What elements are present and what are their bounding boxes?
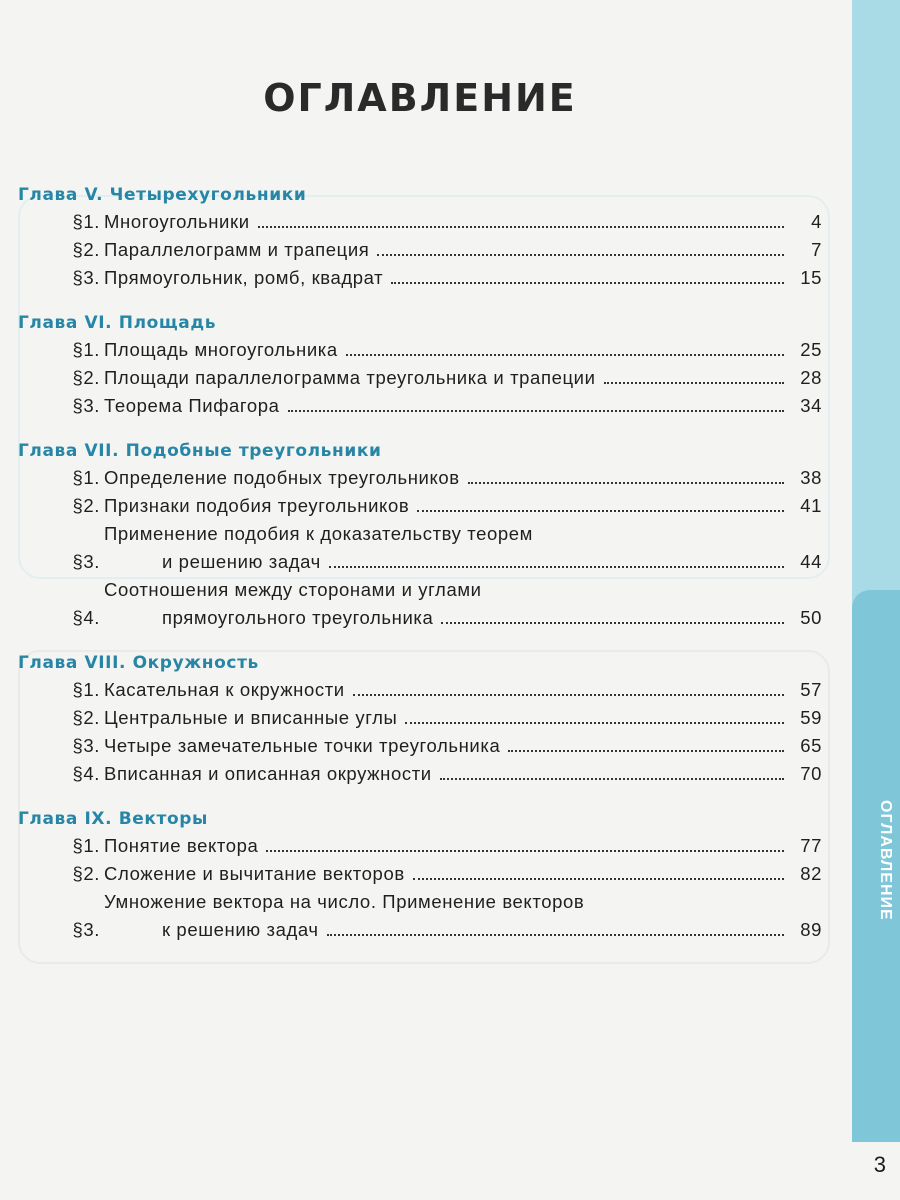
page-ref: 70 [800,763,822,784]
section-number: §2. [72,707,100,728]
toc-entry[interactable] [18,492,822,520]
dot-leader [508,750,784,752]
section-title: Соотношения между сторонами и углами [104,579,482,600]
dot-leader [258,226,784,228]
toc-entry[interactable] [18,392,822,420]
section-number: §3. [72,551,100,572]
section-number: §1. [72,679,100,700]
dot-leader [441,622,784,624]
chapter-title: Глава IX. Векторы [18,809,209,829]
chapter [18,310,822,420]
page-ref: 65 [800,735,822,756]
chapter [18,806,822,944]
toc-entry[interactable] [18,364,822,392]
page-ref: 59 [800,707,822,728]
dot-leader [288,410,784,412]
section-title: Умножение вектора на число. Применение векторов [104,891,585,912]
page-ref: 34 [800,395,822,416]
toc-entry[interactable] [18,676,822,704]
dot-leader [413,878,784,880]
section-title: Вписанная и описанная окружности [104,763,432,784]
chapter-title: Глава VIII. Окружность [18,653,259,673]
section-number: §2. [72,367,100,388]
page-ref: 89 [800,919,822,940]
dot-leader [377,254,784,256]
section-title: Сложение и вычитание векторов [104,863,405,884]
toc-entry[interactable] [18,760,822,788]
dot-leader [346,354,784,356]
dot-leader [468,482,784,484]
section-number: §1. [72,835,100,856]
page-ref: 7 [811,239,822,260]
section-title: Признаки подобия треугольников [104,495,410,516]
section-number: §3. [72,267,100,288]
dot-leader [329,566,784,568]
section-title: Многоугольники [104,211,250,232]
chapter [18,650,822,788]
section-title-continuation: и решению задач [162,551,321,572]
page-ref: 41 [800,495,822,516]
dot-leader [417,510,784,512]
page-number: 3 [873,1152,886,1177]
toc-entry[interactable] [18,576,822,632]
toc-entry[interactable] [18,464,822,492]
toc-entry[interactable] [18,236,822,264]
page-ref: 28 [800,367,822,388]
section-title: Понятие вектора [104,835,259,856]
toc-entry[interactable] [18,888,822,944]
section-number: §2. [72,495,100,516]
section-title: Площадь многоугольника [104,339,338,360]
section-title: Площади параллелограмма треугольника и трапеции [104,367,596,388]
section-number: §1. [72,211,100,232]
dot-leader [604,382,784,384]
section-number: §1. [72,339,100,360]
page-ref: 44 [800,551,822,572]
toc-entry[interactable] [18,208,822,236]
dot-leader [405,722,784,724]
section-title: Центральные и вписанные углы [104,707,398,728]
table-of-contents [18,182,822,962]
chapter-title: Глава VI. Площадь [18,313,217,333]
chapter-title: Глава V. Четырехугольники [18,185,307,205]
toc-entry[interactable] [18,860,822,888]
chapter-title: Глава VII. Подобные треугольники [18,441,382,461]
page-ref: 77 [800,835,822,856]
toc-entry[interactable] [18,336,822,364]
dot-leader [327,934,784,936]
side-tab-label: ОГЛАВЛЕНИЕ [877,800,894,921]
toc-entry[interactable] [18,732,822,760]
section-number: §4. [72,763,100,784]
toc-entry[interactable] [18,832,822,860]
chapter [18,438,822,632]
section-number: §3. [72,735,100,756]
section-title-continuation: к решению задач [162,919,319,940]
page-ref: 82 [800,863,822,884]
section-number: §3. [72,395,100,416]
dot-leader [266,850,784,852]
section-number: §2. [72,863,100,884]
dot-leader [353,694,784,696]
section-title: Четыре замечательные точки треугольника [104,735,501,756]
section-number: §4. [72,607,100,628]
toc-entry[interactable] [18,264,822,292]
section-number: §3. [72,919,100,940]
section-title: Прямоугольник, ромб, квадрат [104,267,384,288]
page-ref: 25 [800,339,822,360]
chapter [18,182,822,292]
page-ref: 57 [800,679,822,700]
section-title: Теорема Пифагора [104,395,280,416]
page-ref: 15 [800,267,822,288]
section-title-continuation: прямоугольного треугольника [162,607,434,628]
dot-leader [391,282,784,284]
section-title: Применение подобия к доказательству теорем [104,523,533,544]
toc-entry[interactable] [18,520,822,576]
section-title: Определение подобных треугольников [104,467,460,488]
page-ref: 38 [800,467,822,488]
dot-leader [440,778,784,780]
section-title: Касательная к окружности [104,679,345,700]
toc-entry[interactable] [18,704,822,732]
section-number: §2. [72,239,100,260]
section-number: §1. [72,467,100,488]
page-title: ОГЛАВЛЕНИЕ [263,76,577,120]
page-ref: 4 [811,211,822,232]
section-title: Параллелограмм и трапеция [104,239,370,260]
page-ref: 50 [800,607,822,628]
